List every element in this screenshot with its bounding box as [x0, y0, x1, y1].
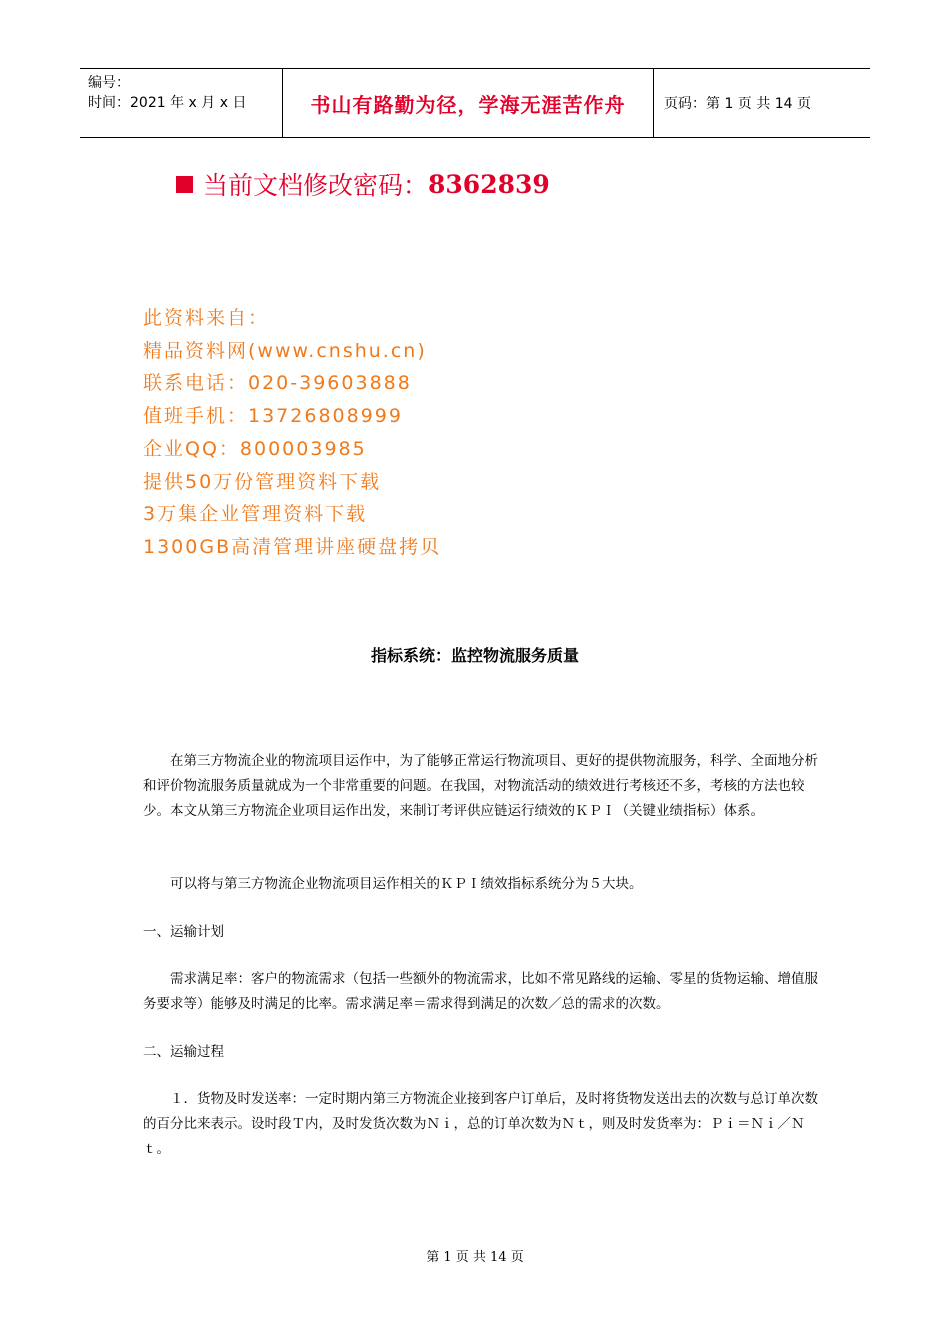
header-table: [80, 68, 870, 138]
ad-line: 精品资料网(www.cnshu.cn): [143, 339, 427, 362]
ad-line: 联系电话：020-39603888: [143, 372, 412, 395]
header-left-cell: [80, 69, 282, 137]
summary-paragraph: 可以将与第三方物流企业物流项目运作相关的ＫＰＩ绩效指标系统分为５大块。: [170, 876, 643, 892]
motto: 书山有路勤为径，学海无涯苦作舟: [282, 69, 654, 137]
intro-paragraph: 在第三方物流企业的物流项目运作中，为了能够正常运行物流项目、更好的提供物流服务，科学、全面地分析和评价物流服务质量就成为一个非常重要的问题。在我国，对物流活动的绩效进行考核还不多，考核的方法也较少。本文从第三方物流企业项目运作出发，来制订考评供应链运行绩效的ＫＰＩ（关键业绩指标）体系。: [143, 753, 818, 819]
section1-heading: 一、运输计划: [143, 924, 224, 940]
password-code: 8362839: [428, 169, 550, 199]
password-line: [176, 166, 550, 202]
document-title: 指标系统：监控物流服务质量: [370, 646, 579, 665]
ad-line: 值班手机：13726808999: [143, 405, 403, 428]
time-label: 时间：2021 年 x 月 x 日: [88, 95, 247, 111]
section2-heading: 二、运输过程: [143, 1044, 224, 1060]
password-label: 当前文档修改密码：: [203, 171, 429, 200]
ad-line: 企业QQ：800003985: [143, 437, 367, 460]
ad-line: 提供50万份管理资料下载: [143, 470, 382, 493]
ad-line: 此资料来自：: [143, 307, 270, 329]
page-info: 页码：第 1 页 共 14 页: [664, 96, 811, 112]
ad-block: [143, 302, 441, 564]
section2-paragraph: １．货物及时发送率：一定时期内第三方物流企业接到客户订单后，及时将货物发送出去的次数与总订单次数的百分比来表示。设时段Ｔ内，及时发货次数为Ｎｉ，总的订单次数为Ｎｔ，则及时发货率为：Ｐｉ＝Ｎｉ／Ｎｔ。: [143, 1091, 818, 1157]
page-footer: 第 1 页 共 14 页: [426, 1250, 524, 1265]
number-label: 编号：: [88, 75, 130, 91]
red-square-icon: [176, 176, 193, 193]
ad-line: 1300GB高清管理讲座硬盘拷贝: [143, 535, 442, 558]
section1-paragraph: 需求满足率：客户的物流需求（包括一些额外的物流需求，比如不常见路线的运输、零星的货物运输、增值服务要求等）能够及时满足的比率。需求满足率＝需求得到满足的次数／总的需求的次数。: [143, 971, 818, 1012]
ad-line: 3万集企业管理资料下载: [143, 503, 368, 526]
